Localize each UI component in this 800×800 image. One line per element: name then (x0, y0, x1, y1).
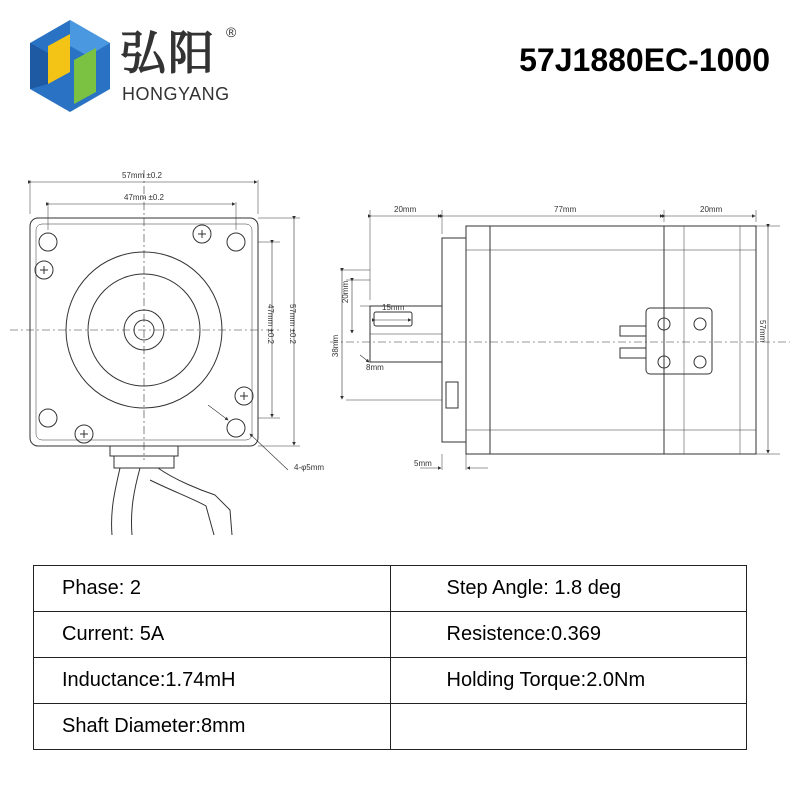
dim-key-height: 20mm (341, 280, 350, 304)
model-number: 57J1880EC-1000 (519, 42, 770, 78)
table-row (34, 566, 747, 612)
dim-shaft-diameter: 8mm (366, 363, 384, 372)
spec-current: Current: 5A (34, 612, 391, 658)
dim-body-length: 77mm (554, 205, 577, 214)
dim-side-height: 57mm (758, 320, 767, 343)
spec-inductance: Inductance:1.74mH (34, 658, 391, 704)
table-row (34, 658, 747, 704)
dim-encoder-length: 20mm (700, 205, 723, 214)
spec-shaft-diameter: Shaft Diameter:8mm (34, 704, 391, 750)
spec-phase: Phase: 2 (34, 566, 391, 612)
dim-front-height-hole: 47mm ±0.2 (266, 304, 275, 344)
table-row (34, 612, 747, 658)
hongyang-logo-icon (30, 20, 110, 112)
spec-empty-cell (390, 704, 747, 750)
motor-dimension-drawing (0, 150, 800, 550)
registered-mark: ® (226, 24, 237, 40)
brand-name-english: HONGYANG (122, 84, 230, 104)
dim-shaft-length: 20mm (394, 205, 417, 214)
dim-front-width-hole: 47mm ±0.2 (124, 193, 164, 202)
brand-name-chinese: 弘阳 (120, 26, 216, 80)
specifications-table (33, 565, 747, 750)
dim-flange: 5mm (414, 459, 432, 468)
table-row (34, 704, 747, 750)
dim-key-length: 15mm (382, 303, 405, 312)
dim-mounting-holes: 4-φ5mm (294, 463, 325, 472)
dim-front-height-total: 57mm ±0.2 (288, 304, 297, 344)
spec-resistance: Resistence:0.369 (390, 612, 747, 658)
spec-holding-torque: Holding Torque:2.0Nm (390, 658, 747, 704)
dim-boss-diameter: 38mm (331, 334, 340, 358)
dim-front-width-total: 57mm ±0.2 (122, 171, 162, 180)
spec-step-angle: Step Angle: 1.8 deg (390, 566, 747, 612)
